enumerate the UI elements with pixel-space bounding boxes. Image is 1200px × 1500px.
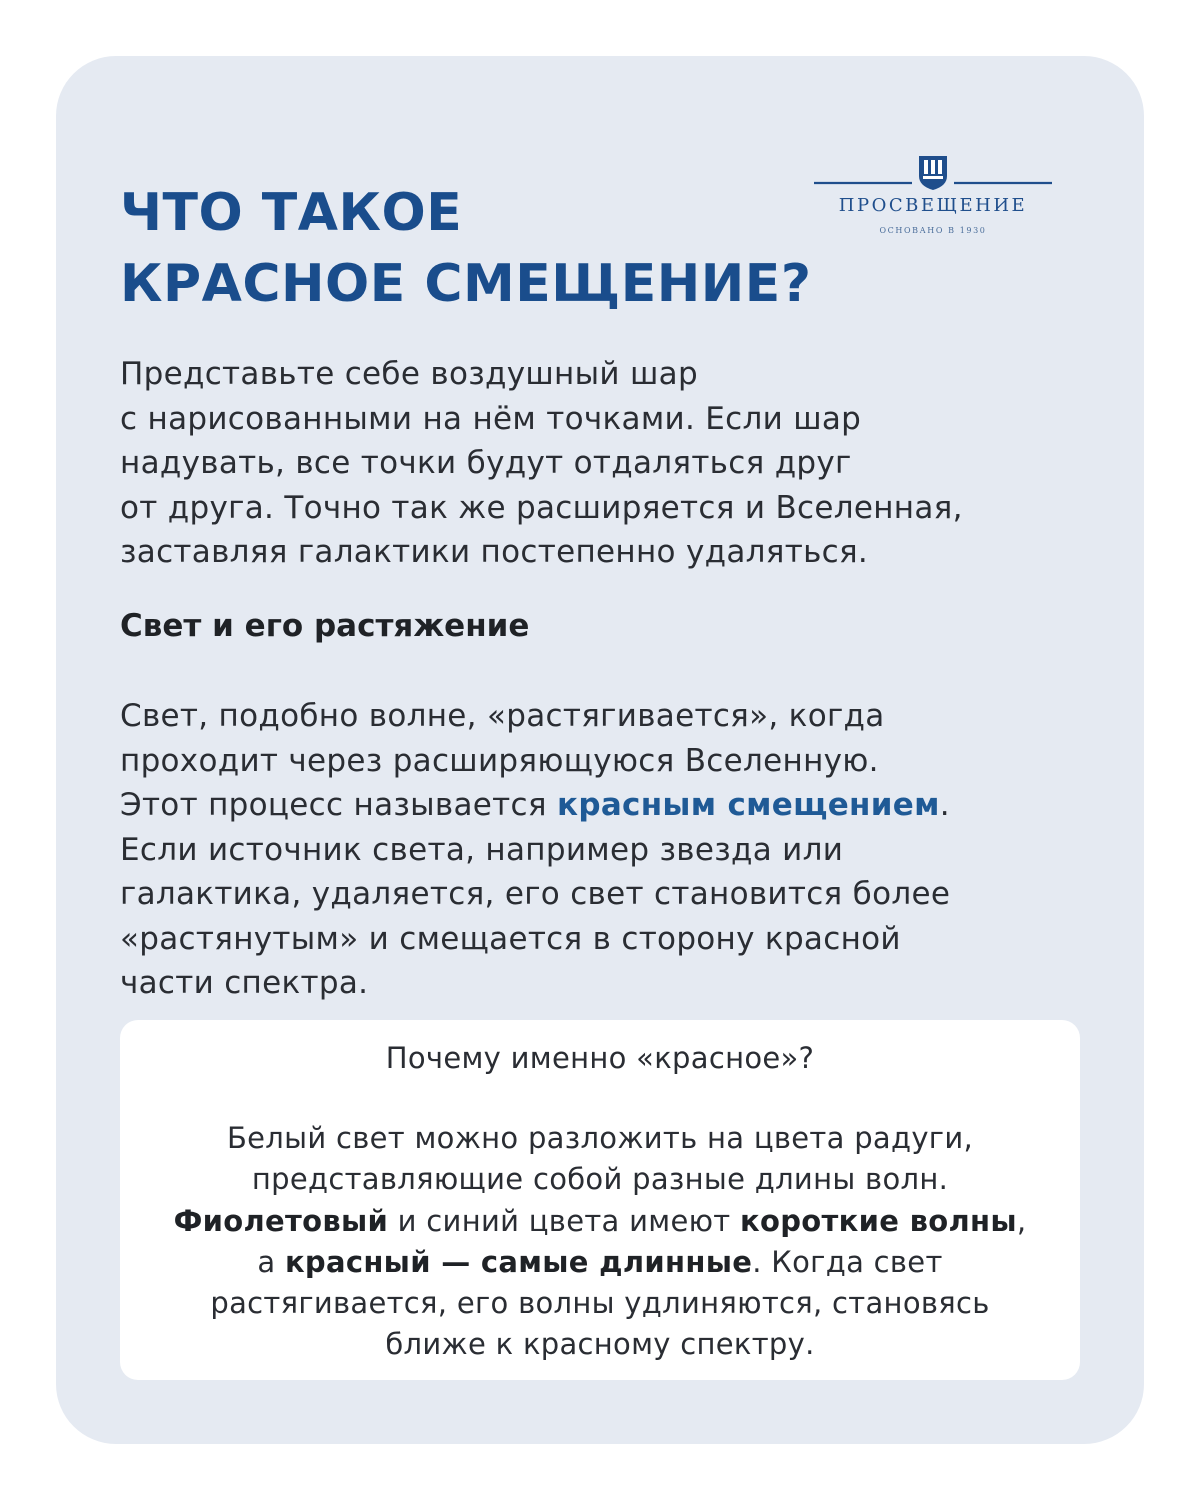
publisher-logo — [812, 150, 1054, 242]
info-box-body — [120, 1118, 1080, 1366]
info-text: а — [257, 1244, 285, 1279]
info-text: . Когда свет — [752, 1244, 943, 1279]
section-heading: Свет и его растяжение — [120, 608, 530, 644]
info-line: растягивается, его волны удлиняются, становясь — [210, 1286, 990, 1321]
info-bold-text: Фиолетовый — [173, 1203, 389, 1238]
section-line: части спектра. — [120, 965, 369, 1001]
info-line: Белый свет можно разложить на цвета радуги, — [226, 1121, 974, 1155]
info-bold-text: короткие волны — [740, 1203, 1017, 1238]
logo-emblem-icon — [812, 150, 1054, 194]
section-line: проходит через расширяющуюся Вселенную. — [120, 742, 879, 779]
title-line-2: КРАСНОЕ СМЕЩЕНИЕ? — [120, 254, 812, 314]
section-line — [120, 783, 950, 828]
section-line: «растянутым» и смещается в сторону красной — [120, 920, 901, 957]
info-text: , — [1016, 1203, 1027, 1238]
redshift-term: красным смещением — [556, 787, 940, 823]
section-line-text: . — [939, 787, 950, 823]
info-line — [120, 1242, 1080, 1283]
intro-line: Представьте себе воздушный шар — [120, 356, 698, 392]
title-line-1: ЧТО ТАКОЕ — [120, 183, 463, 243]
info-line — [120, 1201, 1080, 1242]
info-bold-text: красный — самые длинные — [284, 1244, 753, 1279]
logo-name: ПРОСВЕЩЕНИЕ — [838, 195, 1028, 216]
info-text: и синий цвета имеют — [388, 1203, 741, 1238]
info-line: ближе к красному спектру. — [385, 1327, 815, 1362]
section-line: Свет, подобно волне, «растягивается», когда — [120, 698, 885, 734]
intro-line: заставляя галактики постепенно удаляться. — [120, 534, 869, 570]
info-line: представляющие собой разные длины волн. — [251, 1162, 949, 1197]
section-paragraph — [120, 694, 950, 1006]
intro-line: надувать, все точки будут отдаляться друг — [120, 445, 852, 481]
intro-line: с нарисованными на нём точками. Если шар — [120, 400, 862, 437]
intro-line: от друга. Точно так же расширяется и Вселенная, — [120, 489, 963, 526]
logo-subtitle: ОСНОВАНО В 1930 — [879, 226, 987, 235]
section-line: Если источник света, например звезда или — [120, 831, 844, 868]
intro-paragraph — [120, 352, 963, 575]
page-title — [120, 178, 811, 320]
info-box — [120, 1020, 1080, 1380]
info-box-title: Почему именно «красное»? — [385, 1041, 815, 1075]
section-line-text: Этот процесс называется — [120, 787, 557, 823]
section-line: галактика, удаляется, его свет становится более — [120, 876, 951, 912]
